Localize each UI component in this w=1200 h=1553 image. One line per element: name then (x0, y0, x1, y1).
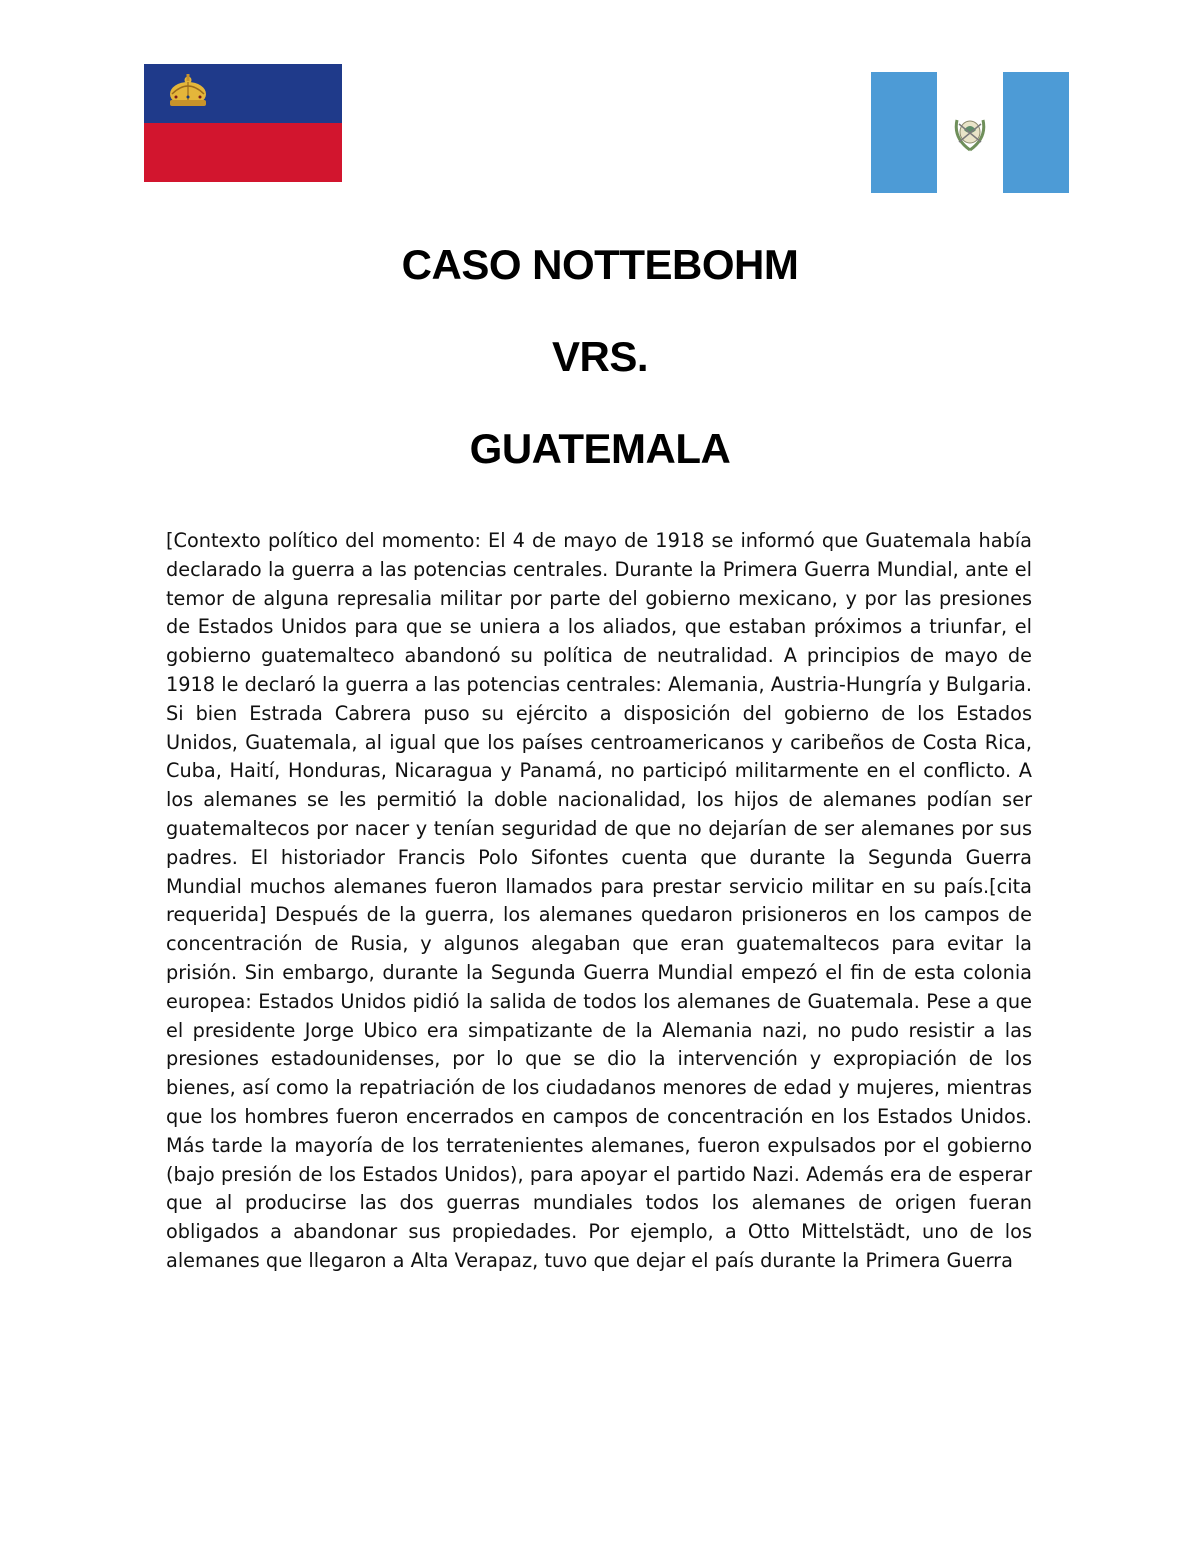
liechtenstein-flag (144, 64, 342, 182)
flag-red-band (144, 123, 342, 182)
document-title (0, 238, 1200, 514)
title-line-2: VRS. (551, 333, 649, 380)
guatemala-flag (871, 72, 1069, 193)
flag-right-blue-band (1003, 72, 1069, 193)
title-line-1: CASO NOTTEBOHM (401, 241, 799, 288)
title-line-3: GUATEMALA (469, 425, 731, 472)
flag-left-blue-band (871, 72, 937, 193)
body-paragraph: [Contexto político del momento: El 4 de mayo de 1918 se informó que Guatemala había declarado la guerra a las potencias centrales. Durante la Primera Guerra Mundial, ante el temor de alguna represalia militar por parte del gobierno mexicano, y por las presiones de Estados Unidos para que se uniera a los aliados, que estaban próximos a triunfar, el gobierno guatemalteco abandonó su política de neutralidad. A principios de mayo de 1918 le declaró la guerra a las potencias centrales: Alemania, Austria-Hungría y Bulgaria. Si bien Estrada Cabrera puso su ejército a disposición del gobierno de los Estados Unidos, Guatemala, al igual que los países centroamericanos y caribeños de Costa Rica, Cuba, Haití, Honduras, Nicaragua y Panamá, no participó militarmente en el conflicto. A los alemanes se les permitió la doble nacionalidad, los hijos de alemanes podían ser guatemaltecos por nacer y tenían seguridad de que no dejarían de ser alemanes por sus padres. El historiador Francis Polo Sifontes cuenta que durante la Segunda Guerra Mundial muchos alemanes fueron llamados para prestar servicio militar en su país.[cita requerida] Después de la guerra, los alemanes quedaron prisioneros en los campos de concentración de Rusia, y algunos alegaban que eran guatemaltecos para evitar la prisión. Sin embargo, durante la Segunda Guerra Mundial empezó el fin de esta colonia europea: Estados Unidos pidió la salida de todos los alemanes de Guatemala. Pese a que el presidente Jorge Ubico era simpatizante de la Alemania nazi, no pudo resistir a las presiones estadounidenses, por lo que se dio la intervención y expropiación de los bienes, así como la repatriación de los ciudadanos menores de edad y mujeres, mientras que los hombres fueron encerrados en campos de concentración en los Estados Unidos. Más tarde la mayoría de los terratenientes alemanes, fueron expulsados por el gobierno (bajo presión de los Estados Unidos), para apoyar el partido Nazi. Además era de esperar que al producirse las dos guerras mundiales todos los alemanes de origen fueran obligados a abandonar sus propiedades. Por ejemplo, a Otto Mittelstädt, uno de los alemanes que llegaron a Alta Verapaz, tuvo que dejar el país durante la Primera Guerra (166, 529, 1032, 1272)
